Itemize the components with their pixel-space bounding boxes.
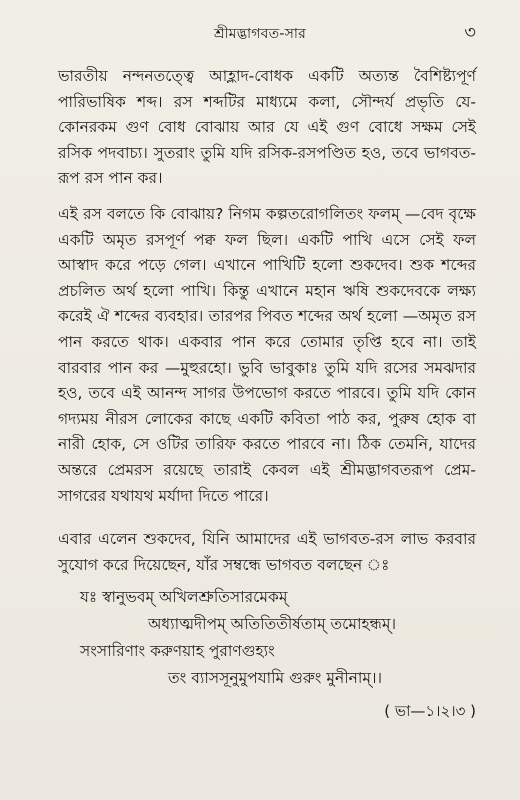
paragraph-1: ভারতীয় নন্দনতত্ত্বে আহ্লাদ-বোধক একটি অত্যন্ত বৈশিষ্ট্যপূর্ণ পারিভাষিক শব্দ। রস শব্দটির মাধ্যমে কলা, সৌন্দর্য প্রভৃতি যে-কোনরকম গুণ বোধ বোঝায় আর যে এই গুণ বোধে সক্ষম সেই রসিক পদবাচ্য। সুতরাং তুমি যদি রসিক-রসপণ্ডিত হও, তবে ভাগবত-রূপ রস পান কর। (58, 67, 476, 188)
page-body (58, 64, 476, 725)
verse-line-2: অধ্যাত্মদীপম্ অতিতিতীর্ষতাম্ তমোহন্ধম্। (148, 615, 397, 634)
section-gap (58, 509, 476, 527)
verse-line-1: যঃ স্বানুভবম্ অখিলশ্রুতিসারমেকম্ (80, 588, 288, 607)
paragraph-3: এবার এলেন শুকদেব, যিনি আমাদের এই ভাগবত-রস লাভ করবার সুযোগ করে দিয়েছেন, যাঁর সম্বন্ধে ভাগবত বলছেন ঃ (58, 530, 476, 574)
page-header (0, 10, 520, 54)
paragraph-2: এই রস বলতে কি বোঝায়? নিগম কল্পতরোগলিতং ফলম্ —বেদ বৃক্ষে একটি অমৃত রসপূর্ণ পক্ব ফল ছিল। একটি পাখি এসে সেই ফল আস্বাদ করে পড়ে গেল। এখানে পাখিটি হলো শুকদেব। শুক শব্দের প্রচলিত অর্থ হলো পাখি। কিন্তু এখানে মহান ঋষি শুকদেবকে লক্ষ্য করেই ঐ শব্দের ব্যবহার। তারপর পিবত শব্দের অর্থ হলো —অমৃত রস পান করতে থাক। একবার পান করে তোমার তৃপ্তি হবে না। তাই বারবার পান কর —মুহুরহো। ভুবি ভাবুকাঃ তুমি যদি রসের সমঝদার হও, তবে এই আনন্দ সাগর উপভোগ করতে পারবে। তুমি যদি কোন গদ্যময় নীরস লোকের কাছে একটি কবিতা পাঠ কর, পুরুষ হোক বা নারী হোক, সে ওটির তারিফ করতে পারবে না। ঠিক তেমনি, যাদের অন্তরে প্রেমরস রয়েছে তারাই কেবল এই শ্রীমদ্ভাগবতরূপ প্রেম-সাগরের যথাযথ মর্যাদা দিতে পারে। (58, 204, 476, 505)
verse-line-4: তং ব্যাসসূনুমুপযামি গুরুং মুনীনাম্।। (168, 669, 383, 688)
page-number: ৩ (464, 22, 476, 43)
running-title: শ্রীমদ্ভাগবত-সার (213, 26, 307, 42)
verse-line-3: সংসারিণাং করুণয়াহ পুরাণগুহ্যং (80, 642, 275, 661)
sanskrit-verse (58, 584, 476, 692)
verse-reference: ( ভা—১।২।৩ ) (384, 702, 476, 721)
